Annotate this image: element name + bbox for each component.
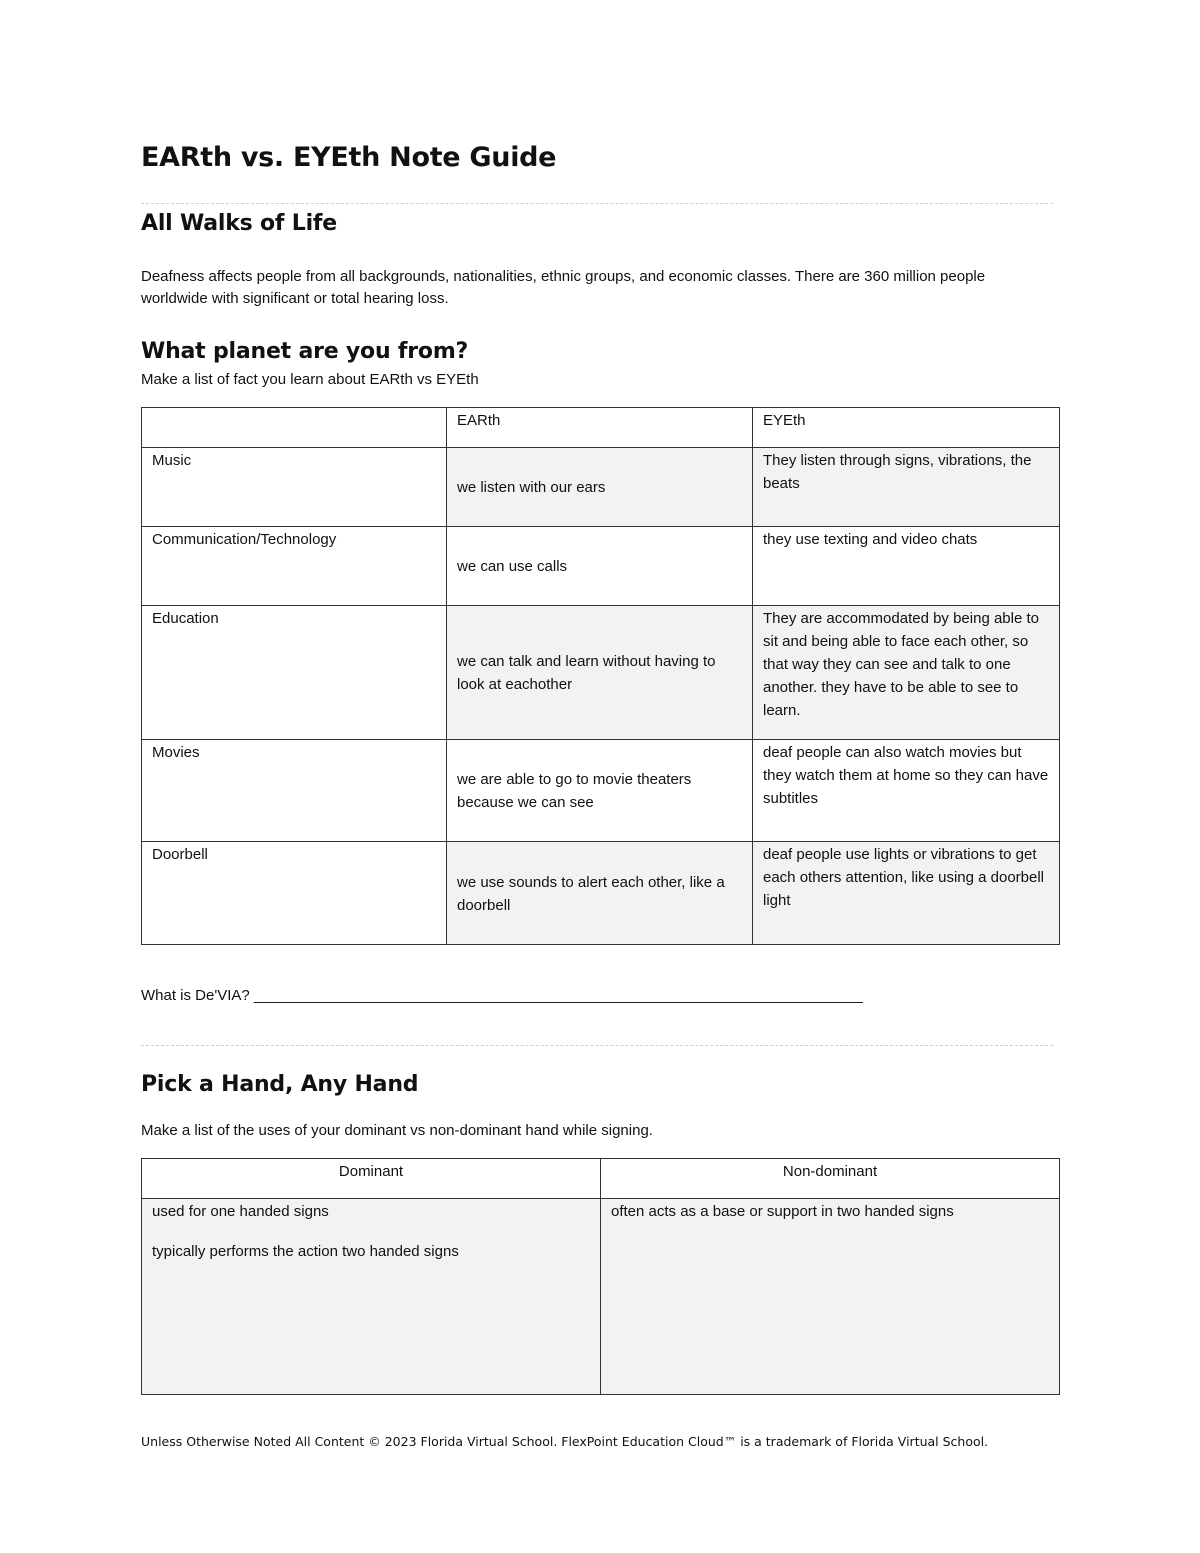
section-heading-pick-a-hand: Pick a Hand, Any Hand (141, 1072, 419, 1097)
dominant-hand-table (141, 1158, 1060, 1395)
earth-answer-cell[interactable]: we can use calls (447, 527, 753, 606)
earth-eyeth-table (141, 407, 1060, 945)
header-cell-eyeth: EYEth (753, 408, 1060, 448)
eyeth-answer-cell[interactable]: they use texting and video chats (753, 527, 1060, 606)
earth-answer-cell[interactable]: we are able to go to movie theaters because we can see (447, 740, 753, 842)
divider (141, 1045, 1053, 1046)
header-cell-dominant: Dominant (142, 1159, 601, 1199)
table-row (142, 1199, 1060, 1395)
eyeth-answer-cell[interactable]: They listen through signs, vibrations, the beats (753, 448, 1060, 527)
eyeth-answer-cell[interactable]: deaf people can also watch movies but they watch them at home so they can have subtitles (753, 740, 1060, 842)
earth-answer-cell[interactable]: we listen with our ears (447, 448, 753, 527)
copyright-footer: Unless Otherwise Noted All Content © 2023 Florida Virtual School. FlexPoint Education Cloud™ is a trademark of Florida Virtual School. (141, 1434, 989, 1449)
table-row (142, 606, 1060, 740)
topic-cell: Music (142, 448, 447, 527)
non-dominant-use-item: often acts as a base or support in two handed signs (611, 1203, 954, 1220)
table-row (142, 448, 1060, 527)
topic-cell: Education (142, 606, 447, 740)
section-heading-walks-of-life: All Walks of Life (141, 211, 338, 236)
table-row (142, 527, 1060, 606)
topic-cell: Doorbell (142, 842, 447, 945)
non-dominant-answer-cell[interactable] (601, 1199, 1060, 1395)
devia-question[interactable]: What is De'VIA? _________________________________________________________________________ (141, 987, 863, 1004)
section-heading-planet: What planet are you from? (141, 339, 469, 364)
earth-answer-cell[interactable]: we can talk and learn without having to look at eachother (447, 606, 753, 740)
page-title: EARth vs. EYEth Note Guide (141, 142, 557, 173)
intro-paragraph: Deafness affects people from all backgrounds, nationalities, ethnic groups, and economic classes. There are 360 million people worldwide with significant or total hearing loss. (141, 268, 986, 307)
hand-instruction: Make a list of the uses of your dominant vs non-dominant hand while signing. (141, 1122, 653, 1139)
table-row (142, 842, 1060, 945)
header-cell-non-dominant: Non-dominant (601, 1159, 1060, 1199)
dominant-answer-cell[interactable] (142, 1199, 601, 1395)
eyeth-answer-cell[interactable]: They are accommodated by being able to sit and being able to face each other, so that way they can see and talk to one another. they have to be able to see to learn. (753, 606, 1060, 740)
topic-cell: Communication/Technology (142, 527, 447, 606)
dominant-use-item: used for one handed signs (152, 1203, 329, 1220)
header-cell-empty (142, 408, 447, 448)
table-header-row (142, 1159, 1060, 1199)
table-row (142, 740, 1060, 842)
divider (141, 203, 1053, 204)
topic-cell: Movies (142, 740, 447, 842)
table-header-row (142, 408, 1060, 448)
header-cell-earth: EARth (447, 408, 753, 448)
eyeth-answer-cell[interactable]: deaf people use lights or vibrations to get each others attention, like using a doorbell light (753, 842, 1060, 945)
planet-instruction: Make a list of fact you learn about EARth vs EYEth (141, 371, 479, 388)
dominant-use-item: typically performs the action two handed signs (152, 1243, 459, 1260)
earth-answer-cell[interactable]: we use sounds to alert each other, like a doorbell (447, 842, 753, 945)
